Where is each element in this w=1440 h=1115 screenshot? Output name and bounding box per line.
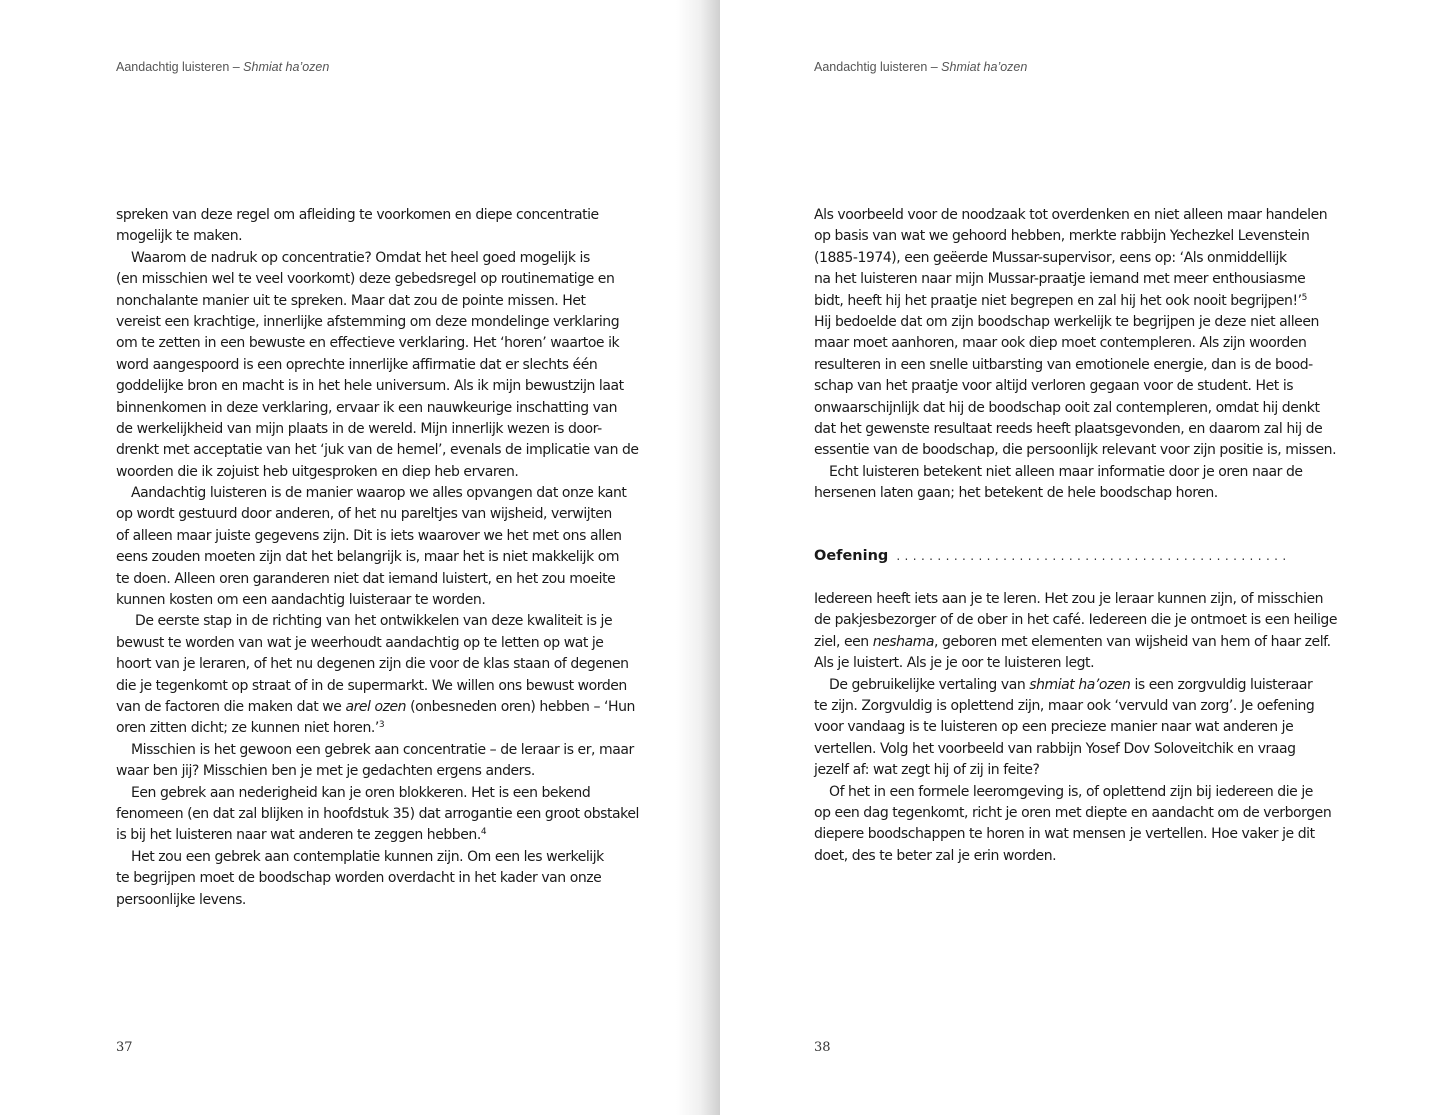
text-line: na het luisteren naar mijn Mussar-praatje iemand met meer enthousiasme bbox=[814, 271, 1306, 288]
text-line: essentie van de boodschap, die persoonlijk relevant voor zijn positie is, missen. bbox=[814, 442, 1337, 459]
footnote-marker: 3 bbox=[378, 720, 385, 731]
text-segment: is bij het luisteren naar wat anderen te zeggen hebben. bbox=[116, 827, 481, 844]
text-line bbox=[814, 291, 1328, 312]
running-head-title-italic: Shmiat ha’ozen bbox=[243, 60, 330, 74]
text-segment: oren zitten dicht; ze kunnen niet horen.’ bbox=[116, 720, 379, 737]
text-line: persoonlijke levens. bbox=[116, 891, 246, 908]
text-line: doet, des te beter zal je erin worden. bbox=[814, 847, 1057, 864]
text-line: Een gebrek aan nederigheid kan je oren blokkeren. Het is een bekend bbox=[131, 784, 591, 801]
text-line: Of het in een formele leeromgeving is, of oplettend zijn bij iedereen die je bbox=[829, 783, 1313, 800]
text-line: Echt luisteren betekent niet alleen maar informatie door je oren naar de bbox=[829, 463, 1303, 480]
exercise-body-text bbox=[814, 589, 1338, 867]
running-head-title-italic: Shmiat ha’ozen bbox=[941, 60, 1028, 74]
text-line: binnenkomen in deze verklaring, ervaar ik een nauwkeurige inschatting van bbox=[116, 399, 618, 416]
left-body-text bbox=[116, 205, 639, 911]
text-line: mogelijk te maken. bbox=[116, 228, 243, 245]
text-line: word aangespoord is een oprechte innerlijke affirmatie dat er slechts één bbox=[116, 356, 598, 373]
text-line: spreken van deze regel om afleiding te voorkomen en diepe concentratie bbox=[116, 207, 599, 223]
page-number-left: 37 bbox=[116, 1040, 133, 1055]
page-number-right: 38 bbox=[814, 1040, 831, 1055]
text-line: hoort van je leraren, of het nu degenen zijn die voor de klas staan of degenen bbox=[116, 656, 629, 673]
running-head-title: Aandachtig luisteren – bbox=[116, 60, 244, 74]
italic-term: neshama bbox=[872, 633, 935, 650]
text-line: op wordt gestuurd door anderen, of het nu pareltjes van wijsheid, verwijten bbox=[116, 506, 612, 523]
text-line: fenomeen (en dat zal blijken in hoofdstuk 35) dat arrogantie een groot obstakel bbox=[116, 805, 639, 822]
text-line: kunnen kosten om een aandachtig luisteraar te worden. bbox=[116, 592, 486, 609]
exercise-heading: Oefening bbox=[814, 548, 889, 564]
footnote-marker: 5 bbox=[1301, 292, 1307, 303]
italic-term: shmiat ha’ozen bbox=[1029, 676, 1131, 693]
text-line bbox=[814, 632, 1331, 653]
text-line: te zijn. Zorgvuldig is oplettend zijn, maar ook ‘vervuld van zorg’. Je oefening bbox=[814, 697, 1315, 714]
text-line: Hij bedoelde dat om zijn boodschap werkelijk te begrijpen je deze niet alleen bbox=[814, 313, 1319, 330]
text-line: Misschien is het gewoon een gebrek aan concentratie – de leraar is er, maar bbox=[131, 741, 634, 758]
running-head-title: Aandachtig luisteren – bbox=[814, 60, 942, 74]
italic-term: arel ozen bbox=[345, 698, 407, 715]
text-line: resulteren in een snelle uitbarsting van emotionele energie, dan is de bood- bbox=[814, 356, 1313, 373]
text-line bbox=[814, 675, 1328, 696]
text-line: bewust te worden van wat je weerhoudt aandachtig op te letten op wat je bbox=[116, 634, 604, 651]
running-head-right bbox=[814, 60, 1027, 74]
text-line bbox=[116, 718, 630, 739]
text-line: diepere boodschappen te horen in wat mensen je vertellen. Hoe vaker je dit bbox=[814, 826, 1315, 843]
text-line: Als voorbeeld voor de noodzaak tot overdenken en niet alleen maar handelen bbox=[814, 207, 1328, 223]
text-line: Aandachtig luisteren is de manier waarop we alles opvangen dat onze kant bbox=[131, 485, 627, 502]
text-line: waar ben jij? Misschien ben je met je gedachten ergens anders. bbox=[116, 763, 535, 780]
text-line: Als je luistert. Als je je oor te luisteren legt. bbox=[814, 655, 1095, 672]
right-body-text bbox=[814, 205, 1337, 504]
text-line: die je tegenkomt op straat of in de supermarkt. We willen ons bewust worden bbox=[116, 677, 627, 694]
text-segment: ziel, een bbox=[814, 633, 873, 650]
exercise-heading-row bbox=[814, 548, 1334, 570]
text-line: goddelijke bron en macht is in het hele universum. Als ik mijn bewustzijn laat bbox=[116, 378, 624, 395]
text-line: onwaarschijnlijk dat hij de boodschap ooit zal contempleren, omdat hij denkt bbox=[814, 399, 1320, 416]
text-segment: bidt, heeft hij het praatje niet begrepen en zal hij het ook nooit begrijpen!’ bbox=[814, 292, 1302, 309]
text-line: hersenen laten gaan; het betekent de hele boodschap horen. bbox=[814, 485, 1218, 502]
text-line: Iedereen heeft iets aan je te leren. Het zou je leraar kunnen zijn, of misschien bbox=[814, 591, 1324, 607]
text-segment: is een zorgvuldig luisteraar bbox=[1130, 676, 1313, 693]
text-line: Het zou een gebrek aan contemplatie kunnen zijn. Om een les werkelijk bbox=[131, 848, 604, 865]
text-line: Waarom de nadruk op concentratie? Omdat het heel goed mogelijk is bbox=[131, 249, 590, 266]
text-segment: (onbesneden oren) hebben – ‘Hun bbox=[406, 698, 635, 715]
text-line: drenkt met acceptatie van het ‘juk van de hemel’, evenals de implicatie van de bbox=[116, 442, 639, 459]
text-line: vereist een krachtige, innerlijke afstemming om deze mondelinge verklaring bbox=[116, 313, 620, 330]
running-head-left bbox=[116, 60, 329, 74]
text-line: op een dag tegenkomt, richt je oren met diepte en aandacht om de verborgen bbox=[814, 804, 1332, 821]
text-line: woorden die ik zojuist heb uitgesproken en diep heb ervaren. bbox=[116, 463, 519, 480]
text-line: De eerste stap in de richting van het ontwikkelen van deze kwaliteit is je bbox=[135, 613, 613, 630]
right-page bbox=[720, 0, 1440, 1115]
gutter-shadow bbox=[676, 0, 720, 1115]
text-line: (en misschien wel te veel voorkomt) deze gebedsregel op routinematige en bbox=[116, 271, 615, 288]
text-line: om te zetten in een bewuste en effectieve verklaring. Het ‘horen’ waartoe ik bbox=[116, 335, 620, 352]
text-line: nonchalante manier uit te spreken. Maar dat zou de pointe missen. Het bbox=[116, 292, 586, 309]
text-line bbox=[116, 697, 635, 718]
dot-leader: ................................................ bbox=[896, 549, 1291, 563]
text-line: op basis van wat we gehoord hebben, merkte rabbijn Yechezkel Levenstein bbox=[814, 228, 1310, 245]
text-segment: van de factoren die maken dat we bbox=[116, 698, 346, 715]
text-line: of alleen maar juiste gegevens zijn. Dit is iets waarover we het met ons allen bbox=[116, 527, 622, 544]
footnote-marker: 4 bbox=[480, 827, 487, 838]
text-line: voor vandaag is te luisteren op een precieze manier naar wat anderen je bbox=[814, 719, 1294, 736]
text-segment: , geboren met elementen van wijsheid van hem of haar zelf. bbox=[934, 633, 1331, 650]
text-line: maar moet aanhoren, maar ook diep moet contempleren. Als zijn woorden bbox=[814, 335, 1307, 352]
text-line: de werkelijkheid van mijn plaats in de wereld. Mijn innerlijk wezen is door- bbox=[116, 420, 602, 437]
text-line: jezelf af: wat zegt hij of zij in feite? bbox=[814, 762, 1040, 779]
text-segment: De gebruikelijke vertaling van bbox=[829, 676, 1030, 693]
text-line: eens zouden moeten zijn dat het belangrijk is, maar het is niet makkelijk om bbox=[116, 549, 620, 566]
text-line bbox=[116, 825, 630, 846]
text-line: (1885-1974), een geëerde Mussar-supervisor, eens op: ‘Als onmiddellijk bbox=[814, 249, 1287, 266]
text-line: vertellen. Volg het voorbeeld van rabbijn Yosef Dov Soloveitchik en vraag bbox=[814, 740, 1296, 757]
text-line: te begrijpen moet de boodschap worden overdacht in het kader van onze bbox=[116, 870, 602, 887]
text-line: te doen. Alleen oren garanderen niet dat iemand luistert, en het zou moeite bbox=[116, 570, 616, 587]
text-line: de pakjesbezorger of de ober in het café. Iedereen die je ontmoet is een heilige bbox=[814, 612, 1338, 629]
text-line: schap van het praatje voor altijd verloren gegaan voor de student. Het is bbox=[814, 378, 1294, 395]
text-line: dat het gewenste resultaat reeds heeft plaatsgevonden, en daarom zal hij de bbox=[814, 420, 1323, 437]
